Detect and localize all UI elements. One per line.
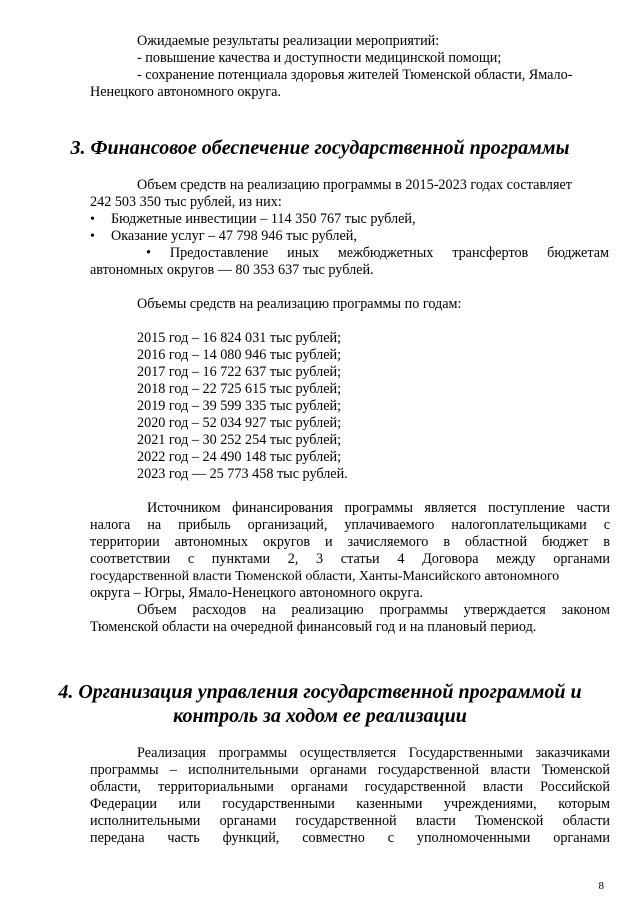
bullet-transfers-b: автономных округов — 80 353 637 тыс рублей. <box>90 262 374 278</box>
sec4-line-5: исполнительными органами государственной власти Тюменской области <box>90 813 610 829</box>
sec4-line-2: программы – исполнительными органами государственной власти Тюменской <box>90 762 610 778</box>
sec4-line-1: Реализация программы осуществляется Государственными заказчиками <box>137 745 610 761</box>
sec4-line-4: Федерации или государственными казенными учреждениями, которым <box>90 796 610 812</box>
bullet-investments: Бюджетные инвестиции – 114 350 767 тыс рублей, <box>111 211 416 227</box>
source-line-6: округа – Югры, Ямало-Ненецкого автономного округа. <box>90 585 424 601</box>
law-line-1: Объем расходов на реализацию программы утверждается законом <box>137 602 610 618</box>
sec3-para-1a: Объем средств на реализацию программы в 2015-2023 годах составляет <box>137 177 572 193</box>
year-row: 2019 год – 39 599 335 тыс рублей; <box>137 398 342 414</box>
intro-line-3: - сохранение потенциала здоровья жителей Тюменской области, Ямало- <box>137 67 573 83</box>
sec3-para-1b: 242 503 350 тыс рублей, из них: <box>90 194 282 210</box>
year-row: 2015 год – 16 824 031 тыс рублей; <box>137 330 342 346</box>
sec4-line-3: области, территориальными органами государственной власти Российской <box>90 779 610 795</box>
intro-line-2: - повышение качества и доступности медицинской помощи; <box>137 50 502 66</box>
law-line-2: Тюменской области на очередной финансовый год и на плановый период. <box>90 619 537 635</box>
section-4-heading-line-2: контроль за ходом ее реализации <box>173 705 467 727</box>
bullet-marker: • <box>90 212 95 227</box>
bullet-marker: • <box>90 229 95 244</box>
source-line-4: соответствии с пунктами 2, 3 статьи 4 Договора между органами <box>90 551 610 567</box>
year-row: 2023 год — 25 773 458 тыс рублей. <box>137 466 348 482</box>
bullet-transfers-a: • Предоставление иных межбюджетных трансфертов бюджетам <box>146 245 609 261</box>
section-3-heading: 3. Финансовое обеспечение государственной программы <box>70 137 570 159</box>
year-row: 2018 год – 22 725 615 тыс рублей; <box>137 381 342 397</box>
by-year-title: Объемы средств на реализацию программы по годам: <box>137 296 462 312</box>
source-line-3: территории автономных округов и зачисляемого в областной бюджет в <box>90 534 610 550</box>
intro-line-4: Ненецкого автономного округа. <box>90 84 281 100</box>
source-line-5: государственной власти Тюменской области, Ханты-Мансийского автономного <box>90 569 560 584</box>
year-row: 2020 год – 52 034 927 тыс рублей; <box>137 415 342 431</box>
bullet-services: Оказание услуг – 47 798 946 тыс рублей, <box>111 228 357 244</box>
year-row: 2017 год – 16 722 637 тыс рублей; <box>137 364 342 380</box>
sec4-line-6: передана часть функций, совместно с уполномоченными органами <box>90 830 610 846</box>
year-row: 2016 год – 14 080 946 тыс рублей; <box>137 347 342 363</box>
year-row: 2022 год – 24 490 148 тыс рублей; <box>137 449 342 465</box>
source-line-2: налога на прибыль организаций, уплачиваемого налогоплательщиками с <box>90 517 610 533</box>
year-row: 2021 год – 30 252 254 тыс рублей; <box>137 432 342 448</box>
intro-line-1: Ожидаемые результаты реализации мероприятий: <box>137 33 440 49</box>
page-number: 8 <box>598 880 604 892</box>
section-4-heading-line-1: 4. Организация управления государственной программой и <box>58 681 582 703</box>
source-line-1: Источником финансирования программы является поступление части <box>147 500 610 516</box>
